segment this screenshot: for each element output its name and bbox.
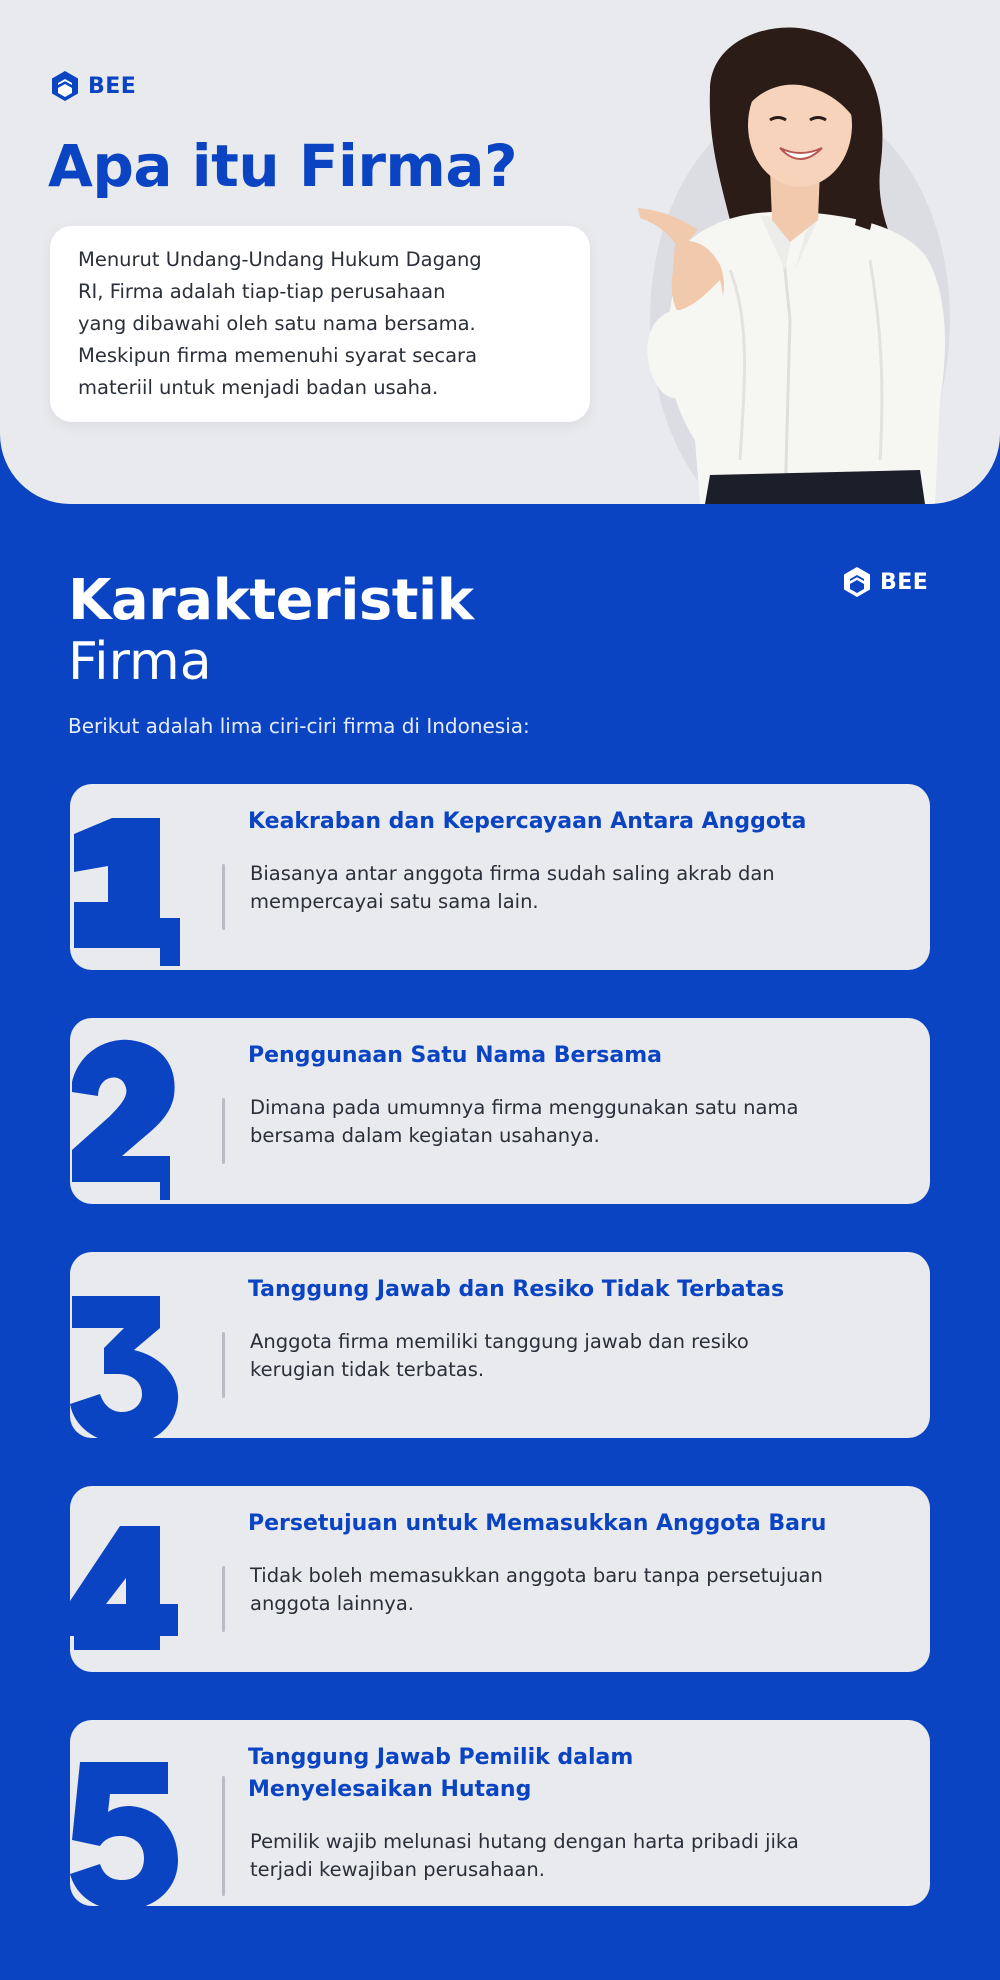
item-description-line: Biasanya antar anggota firma sudah saling akrab dan	[250, 862, 775, 885]
item-description-line: anggota lainnya.	[250, 1592, 414, 1615]
item-title	[248, 1274, 908, 1306]
item-description-line: kerugian tidak terbatas.	[250, 1358, 485, 1381]
divider-bar	[222, 1098, 225, 1164]
brand-name: BEE	[88, 73, 137, 99]
item-number	[60, 1266, 180, 1446]
item-title	[248, 1742, 908, 1806]
item-description-line: mempercayai satu sama lain.	[250, 890, 539, 913]
item-description	[250, 1328, 890, 1384]
bee-logo-icon	[50, 70, 80, 102]
number-3-graphic	[60, 1266, 180, 1446]
intro-line: RI, Firma adalah tiap-tiap perusahaan	[78, 280, 446, 303]
item-title-line: Tanggung Jawab Pemilik dalam	[248, 1745, 634, 1770]
item-description	[250, 1562, 890, 1618]
number-1-graphic	[60, 798, 180, 978]
section-title: Karakteristik	[68, 568, 474, 633]
item-number	[60, 1734, 180, 1914]
item-description	[250, 1094, 890, 1150]
item-title	[248, 1508, 908, 1540]
item-description-line: Pemilik wajib melunasi hutang dengan harta pribadi jika	[250, 1830, 799, 1853]
characteristic-item	[0, 1486, 1000, 1674]
item-title	[248, 1040, 908, 1072]
intro-line: Meskipun firma memenuhi syarat secara	[78, 344, 478, 367]
brand-logo-secondary	[842, 566, 928, 598]
item-description	[250, 860, 890, 916]
characteristic-item	[0, 1018, 1000, 1206]
divider-bar	[222, 1776, 225, 1896]
intro-card	[50, 226, 590, 422]
item-title	[248, 806, 908, 838]
section-subtitle: Berikut adalah lima ciri-ciri firma di Indonesia:	[68, 714, 530, 738]
divider-bar	[222, 1332, 225, 1398]
item-description-line: bersama dalam kegiatan usahanya.	[250, 1124, 600, 1147]
item-description	[250, 1828, 890, 1884]
item-description-line: Tidak boleh memasukkan anggota baru tanpa persetujuan	[250, 1564, 823, 1587]
item-title-line: Penggunaan Satu Nama Bersama	[248, 1043, 663, 1068]
characteristic-item	[0, 1720, 1000, 1908]
intro-line: Menurut Undang-Undang Hukum Dagang	[78, 248, 482, 271]
item-number	[60, 1032, 180, 1212]
page-title: Apa itu Firma?	[48, 132, 518, 200]
woman-pointing-illustration	[580, 20, 980, 504]
bee-logo-icon	[842, 566, 872, 598]
item-description-line: terjadi kewajiban perusahaan.	[250, 1858, 545, 1881]
number-5-graphic	[60, 1734, 180, 1914]
number-2-graphic	[60, 1032, 180, 1212]
item-description-line: Anggota firma memiliki tanggung jawab dan resiko	[250, 1330, 749, 1353]
item-number	[60, 798, 180, 978]
divider-bar	[222, 1566, 225, 1632]
brand-name: BEE	[880, 569, 929, 595]
divider-bar	[222, 864, 225, 930]
item-number	[60, 1500, 180, 1680]
item-description-line: Dimana pada umumnya firma menggunakan satu nama	[250, 1096, 799, 1119]
item-title-line: Persetujuan untuk Memasukkan Anggota Baru	[248, 1511, 827, 1536]
number-4-graphic	[60, 1500, 180, 1680]
item-title-line: Keakraban dan Kepercayaan Antara Anggota	[248, 809, 807, 834]
intro-line: yang dibawahi oleh satu nama bersama.	[78, 312, 476, 335]
item-title-line: Tanggung Jawab dan Resiko Tidak Terbatas	[248, 1277, 785, 1302]
characteristic-item	[0, 1252, 1000, 1440]
hero-section	[0, 0, 1000, 504]
brand-logo	[50, 70, 136, 102]
characteristic-item	[0, 784, 1000, 972]
item-title-line: Menyelesaikan Hutang	[248, 1777, 532, 1802]
intro-line: materiil untuk menjadi badan usaha.	[78, 376, 439, 399]
section-title-secondary: Firma	[68, 632, 212, 692]
